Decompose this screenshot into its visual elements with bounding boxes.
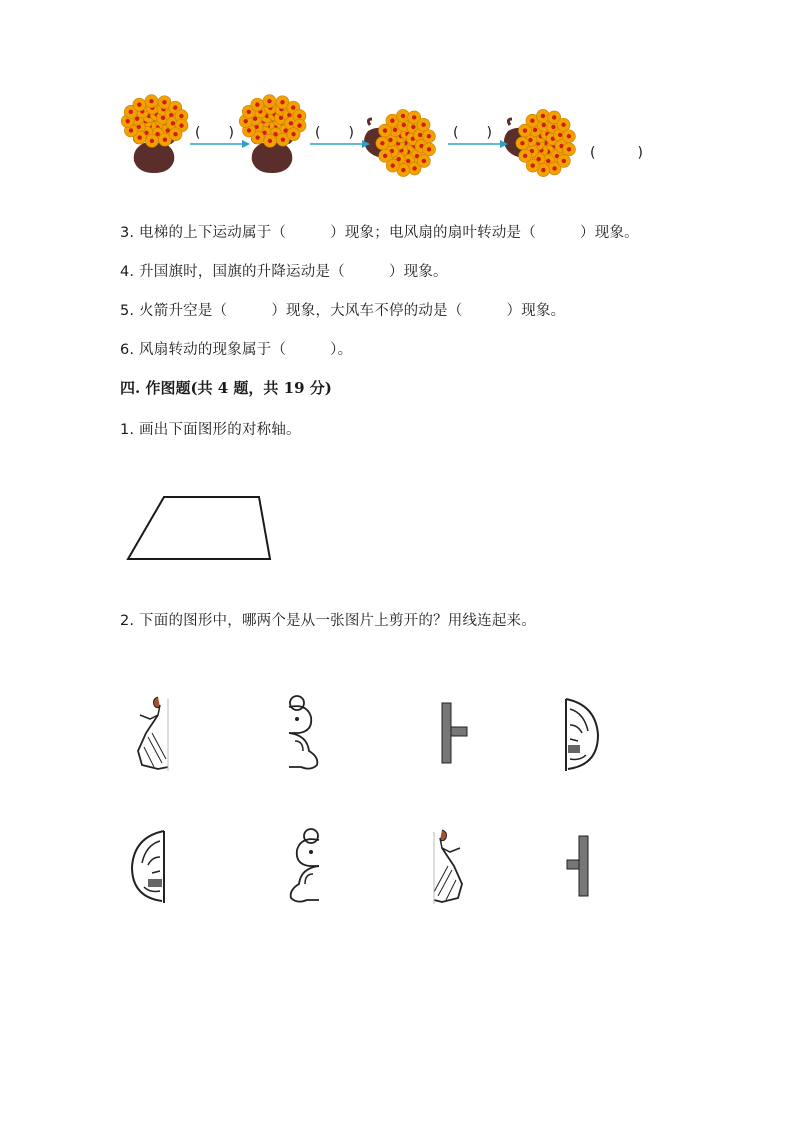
drawing-question-1: 1. 画出下面图形的对称轴。 <box>120 422 301 438</box>
blank-4: ( ) <box>590 145 643 161</box>
face-left-half-figure <box>128 827 173 907</box>
question-3: 3. 电梯的上下运动属于（ ）现象；电风扇的扇叶转动是（ ）现象。 <box>120 225 639 241</box>
arrow-icon <box>310 139 370 149</box>
flower-cluster <box>516 109 576 176</box>
flower-cluster <box>376 109 436 176</box>
arrow-icon <box>190 139 250 149</box>
flower-pot-2 <box>238 95 308 175</box>
dress-left-half-figure <box>128 693 173 773</box>
question-6: 6. 风扇转动的现象属于（ ）。 <box>120 342 353 358</box>
bear-left-half-figure <box>283 826 328 906</box>
flower-pot-4 <box>500 105 575 185</box>
arrow-icon <box>448 139 508 149</box>
section-heading: 四. 作图题(共 4 题，共 19 分) <box>120 379 332 397</box>
letter-block-right-half-figure <box>565 834 605 904</box>
blank-2: ( ) <box>315 125 354 141</box>
flower-pot-3 <box>360 105 435 185</box>
blank-3: ( ) <box>453 125 492 141</box>
bear-right-half-figure <box>283 693 328 773</box>
face-right-half-figure <box>560 695 605 775</box>
question-4: 4. 升国旗时，国旗的升降运动是（ ）现象。 <box>120 264 448 280</box>
question-5: 5. 火箭升空是（ ）现象，大风车不停的动是（ ）现象。 <box>120 303 566 319</box>
flower-cluster <box>121 95 188 148</box>
flower-pot-1 <box>120 95 190 175</box>
trapezoid-figure <box>124 494 284 564</box>
blank-1: ( ) <box>195 125 234 141</box>
drawing-question-2: 2. 下面的图形中，哪两个是从一张图片上剪开的？用线连起来。 <box>120 613 536 629</box>
dress-right-half-figure <box>432 826 477 906</box>
letter-block-left-half-figure <box>438 701 478 771</box>
